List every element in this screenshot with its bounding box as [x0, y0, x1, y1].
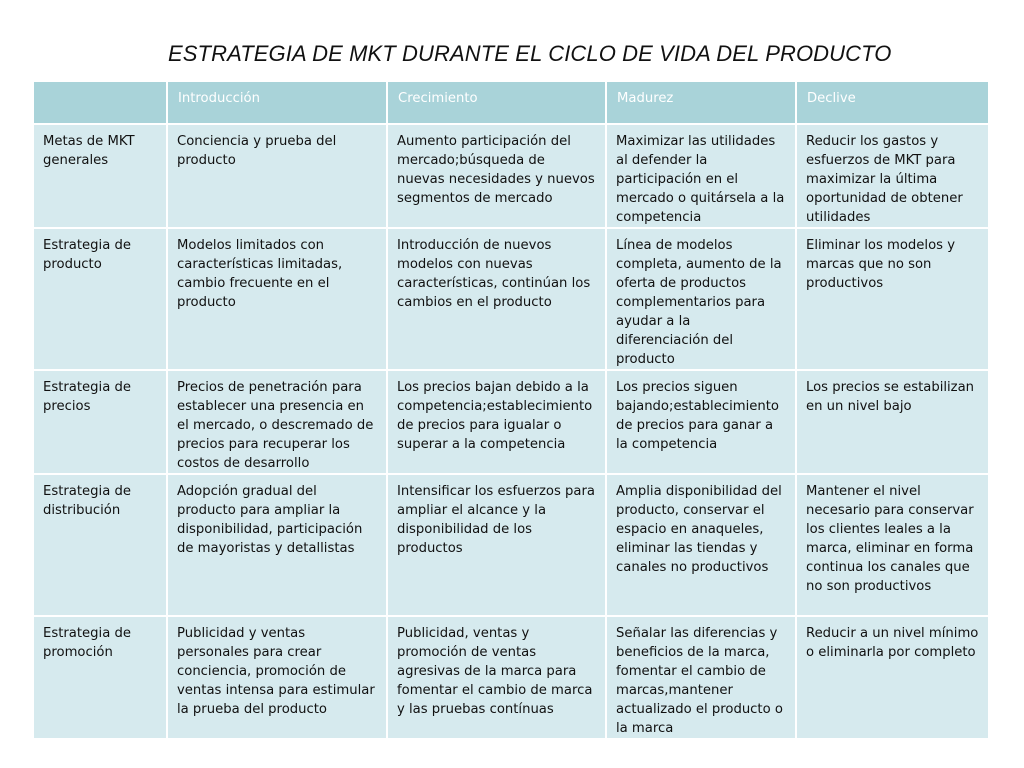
- cell-crecimiento: Los precios bajan debido a la competencia;establecimiento de precios para igualar o superar a la competencia: [387, 370, 606, 474]
- cell-crecimiento: Aumento participación del mercado;búsqueda de nuevas necesidades y nuevos segmentos de mercado: [387, 124, 606, 228]
- table-row-metas: [34, 124, 988, 228]
- cell-madurez: Señalar las diferencias y beneficios de la marca, fomentar el cambio de marcas,mantener actualizado el producto o la marca: [606, 616, 796, 738]
- header-declive: Declive: [796, 82, 988, 124]
- table-header: [34, 82, 988, 124]
- header-row: [34, 82, 988, 124]
- cell-declive: Eliminar los modelos y marcas que no son productivos: [796, 228, 988, 370]
- cell-introduccion: Precios de penetración para establecer una presencia en el mercado, o descremado de precios para recuperar los costos de desarrollo: [167, 370, 387, 474]
- row-label: Estrategia de distribución: [34, 474, 167, 616]
- header-corner-cell: [34, 82, 167, 124]
- row-label: Estrategia de promoción: [34, 616, 167, 738]
- header-crecimiento: Crecimiento: [387, 82, 606, 124]
- cell-madurez: Amplia disponibilidad del producto, conservar el espacio en anaqueles, eliminar las tiendas y canales no productivos: [606, 474, 796, 616]
- cell-introduccion: Conciencia y prueba del producto: [167, 124, 387, 228]
- row-label: Estrategia de producto: [34, 228, 167, 370]
- cell-madurez: Maximizar las utilidades al defender la participación en el mercado o quitársela a la competencia: [606, 124, 796, 228]
- cell-declive: Los precios se estabilizan en un nivel bajo: [796, 370, 988, 474]
- table-row-promocion: [34, 616, 988, 738]
- cell-crecimiento: Intensificar los esfuerzos para ampliar el alcance y la disponibilidad de los productos: [387, 474, 606, 616]
- cell-crecimiento: Introducción de nuevos modelos con nuevas características, continúan los cambios en el producto: [387, 228, 606, 370]
- cell-declive: Reducir a un nivel mínimo o eliminarla por completo: [796, 616, 988, 738]
- slide-title: ESTRATEGIA DE MKT DURANTE EL CICLO DE VIDA DEL PRODUCTO: [168, 41, 892, 66]
- cell-declive: Mantener el nivel necesario para conservar los clientes leales a la marca, eliminar en forma continua los canales que no son productivos: [796, 474, 988, 616]
- cell-introduccion: Modelos limitados con características limitadas, cambio frecuente en el producto: [167, 228, 387, 370]
- table-row-producto: [34, 228, 988, 370]
- table-row-precios: [34, 370, 988, 474]
- cell-crecimiento: Publicidad, ventas y promoción de ventas agresivas de la marca para fomentar el cambio de marca y las pruebas contínuas: [387, 616, 606, 738]
- cell-madurez: Línea de modelos completa, aumento de la oferta de productos complementarios para ayudar a la diferenciación del producto: [606, 228, 796, 370]
- lifecycle-strategy-table: [34, 82, 988, 738]
- cell-introduccion: Publicidad y ventas personales para crear conciencia, promoción de ventas intensa para estimular la prueba del producto: [167, 616, 387, 738]
- header-madurez: Madurez: [606, 82, 796, 124]
- table-body: [34, 124, 988, 738]
- row-label: Metas de MKT generales: [34, 124, 167, 228]
- cell-declive: Reducir los gastos y esfuerzos de MKT para maximizar la última oportunidad de obtener utilidades: [796, 124, 988, 228]
- header-introduccion: Introducción: [167, 82, 387, 124]
- cell-madurez: Los precios siguen bajando;establecimiento de precios para ganar a la competencia: [606, 370, 796, 474]
- row-label: Estrategia de precios: [34, 370, 167, 474]
- table-row-distribucion: [34, 474, 988, 616]
- cell-introduccion: Adopción gradual del producto para ampliar la disponibilidad, participación de mayoristas y detallistas: [167, 474, 387, 616]
